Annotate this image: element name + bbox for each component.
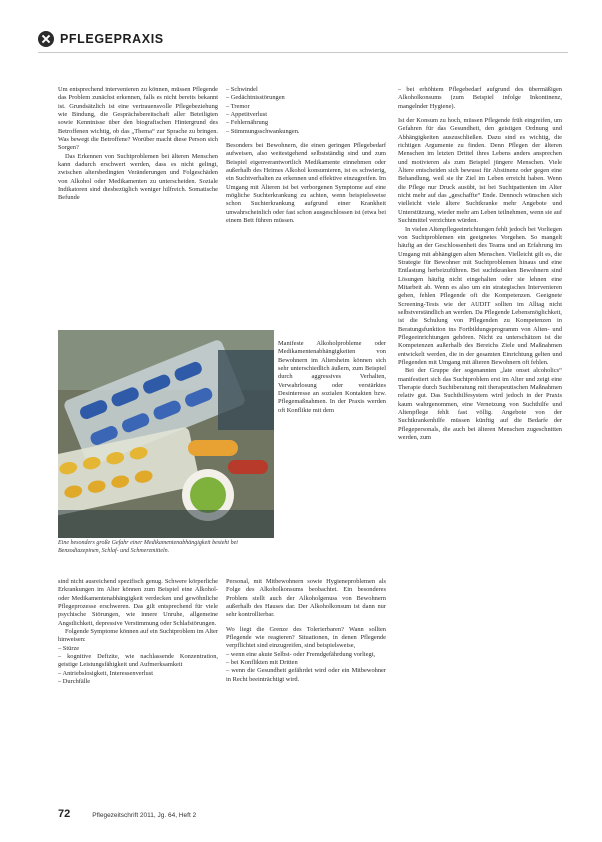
symptom-list-continued — [226, 86, 386, 136]
column-1-top — [58, 86, 218, 203]
column-3 — [398, 86, 562, 442]
paragraph: Folgende Symptome können auf ein Suchtproblem im Alter hinweisen: — [58, 628, 218, 644]
list-item: – Gedächtnisstörungen — [226, 94, 386, 102]
caption-text: Eine besonders große Gefahr einer Medikamentenabhängigkeit besteht bei Benzodiazepinen, Schlaf- und Schmerzmitteln. — [58, 540, 238, 554]
photo-caption — [58, 540, 278, 555]
paragraph: Das Erkennen von Suchtproblemen bei älteren Menschen kann dadurch erschwert werden, dass es nicht gelingt, zwischen altersbedingten Veränderungen und Folgeschäden von Alkohol oder Medikamenten zu unterscheiden. Soziale Indikatoren sind diesbezüglich weniger hilfreich. Somatische Befunde — [58, 152, 218, 202]
list-item: – Schwindel — [226, 86, 386, 94]
section-title: PFLEGEPRAXIS — [60, 32, 164, 46]
section-logo-icon — [38, 31, 54, 47]
column-1-bottom — [58, 578, 218, 686]
list-item: – Stimmungsschwankungen. — [226, 128, 386, 136]
intervention-list-continued — [398, 86, 562, 111]
list-item: – Fehlernährung — [226, 119, 386, 127]
journal-citation: Pflegezeitschrift 2011, Jg. 64, Heft 2 — [92, 812, 197, 819]
paragraph: In vielen Altenpflegeeinrichtungen fehlt jedoch bei Vorliegen von Suchtproblemen ein geeignetes Vorgehen. So mangelt häufig an der Geschlossenheit des Teams und an Erfahrung im Umgang mit abhängigen alten Menschen. Vielleicht gilt es, die Strategie für Bewohner mit Suchtproblemen hinaus und eine Entlastung herbeizuführen. Bei suchtkranken Bewohnern sind Lösungen häufig nicht eingehalten oder sie lehnen eine Mitarbeit ab. Wenn es also um ein strategisches Intervenieren gehen, fehlen Pflegende oft die Kompetenzen. Geeignete Screening-Tests wie der AUDIT sollten im Alltag nicht selbstverständlich an werden. Da Pflegende Lebensmöglichkeit, ist die Schulung von Pflegenden zu Kompetenzen in Beratungsfunktion ins Fortbildungsprogramm von Alten- und Pflegeeinrichtungen gehören. Nicht zu unterschätzen ist die Kompetenzen außerhalb des Bereichs Ziele und Maßnahmen entwickelt werden, die in der gesamten Einrichtung gelten und Pflegenden mit Umgang mit älteren Bewohnern oft fehlen. — [398, 225, 562, 366]
list-item: – wenn eine akute Selbst- oder Fremdgefährdung vorliegt, — [226, 651, 386, 659]
paragraph: Besonders bei Bewohnern, die einen geringen Pflegebedarf aufweisen, also weitestgehend selbstständig sind und zum Beispiel eigenverantwortlich Medikamente einnehmen oder außerhalb des Heimes Alkohol konsumieren, ist es schwierig, ein Suchtverhalten zu erkennen und effektive einzugreifen. Im Umgang mit Älteren ist bei verborgenen Symptome auf eine mögliche Suchterkrankung zu achten, wenn beispielsweise schon Suchterkrankung aufgrund einer Krankheit unwahrscheinlich oder fast schon ausgeschlossen ist (etwa bei einem Bett führen müssen. — [226, 142, 386, 225]
symptom-list — [58, 645, 218, 687]
paragraph: Personal, mit Mitbewohnern sowie Hygieneproblemen als Folge des Alkoholkonsums beobachtet. Ein besonderes Problem stellt auch der Alkoholgenuss von Bewohnern außerhalb des Hauses dar. Der Alkoholkonsum ist dann nur sehr kontrollierbar. — [226, 578, 386, 619]
list-item: – Appetitverlust — [226, 111, 386, 119]
list-item: – Antriebslosigkeit, Interessenverlust — [58, 670, 218, 678]
list-item: – bei erhöhtem Pflegebedarf aufgrund des übermäßigen Alkoholkonsums (zum Beispiel infolge Inkontinenz, mangelnder Hygiene). — [398, 86, 562, 111]
list-item: – Stürze — [58, 645, 218, 653]
paragraph: sind nicht ausreichend spezifisch genug. Schwere körperliche Erkrankungen im Alter können zum Beispiel eine Alkohol- oder Medikamentenabhängigkeit verdecken und gewöhnliche Pflegeprozesse erschweren. Das gilt entsprechend für viele psychische Störungen, wie innere Unruhe, allgemeine Angstlichkeit, depressive Verstimmung oder Schlafstörungen. — [58, 578, 218, 627]
paragraph: Ist der Konsum zu hoch, müssen Pflegende früh eingreifen, um Gefahren für das Gesundheit, den geistigen Ordnung und Abhängigkeiten auszuschließen. Dazu sind es wichtig, die richtigen Argumente zu finden. Denn Pflegen der älteren Menschen im letzten Drittel ihres Lebens anders ansprechen und motivieren als zum Beispiel jüngere Menschen. Viele Ältere entscheiden sich bewusst für Abstinenz oder gegen eine Behandlung, weil sie ihr Ziel im Leben erreicht haben. Wenn die Pflege nur Druck ausübt, ist bei Suchtpatienten im Alter nicht mehr auf das „geschaffte“ Ende. Dennoch wünschen sich vielleicht viele ältere Suchtkranke mehr Angebote und Unterstützung, wieder mehr am Leben teilnehmen, wenn sie auf Suchtmittel verzichten würden. — [398, 117, 562, 225]
paragraph: Um entsprechend intervenieren zu können, müssen Pflegende das Problem zunächst erkennen, falls es nicht bereits bekannt ist. Grundsätzlich ist eine vertrauensvolle Pflegebeziehung wie Bindung, die Gesprächsbereitschaft aller Beteiligten sowie Kenntnisse über den biografischen Hintergrund des Betroffenen wichtig, ob das „Thema“ zur Sprache zu bringen. Was bewegt die Betroffene? Worüber macht diese Person sich Sorgen? — [58, 86, 218, 152]
page-header — [38, 28, 164, 50]
list-item: – wenn die Gesundheit gefährdet wird oder ein Mitbewohner in Recht beeinträchtigt wird. — [226, 667, 386, 684]
column-2-bottom — [226, 578, 386, 684]
medication-photo — [58, 330, 274, 538]
column-2-top — [226, 86, 386, 226]
column-2-middle — [278, 340, 386, 415]
paragraph: Manifeste Alkoholprobleme oder Medikamentenabhängigkeiten von Bewohnern im Altersheim können sich sehr unterschiedlich äußern, zum Beispiel durch aggressives Verhalten, Verwahrlosung oder verstärktes Desinteresse an sozialen Kontakten bzw. Pflegemaßnahmen. In der Praxis werden oft Konflikte mit dem — [278, 340, 386, 414]
intervention-list — [226, 651, 386, 684]
page-footer — [58, 808, 196, 820]
list-item: – Tremor — [226, 103, 386, 111]
page-number: 72 — [58, 808, 71, 820]
paragraph: Wo liegt die Grenze des Tolerierbaren? Wann sollten Pflegende wie reagieren? Situationen, in denen Pflegende verpflichtet sind einzugreifen, sind beispielsweise, — [226, 625, 386, 650]
paragraph: Bei der Gruppe der sogenannten „late onset alcoholics“ manifestiert sich das Suchtproblem erst im Alter und zeigt eine Therapie durch Suchtberatung mit therapeutischen Maßnahmen relativ gut. Das Suchthilfesystem wird jedoch in der Praxis kaum wahrgenommen, eine Vernetzung von Suchthilfe und Altenpflege fehlt fast völlig. Angebote von der Suchtkrankenhilfe müssen künftig auf die Bedarfe der Pflegepersonals, die auch bei älteren Menschen zugeschnitten werden, zum — [398, 367, 562, 442]
header-rule — [38, 52, 568, 53]
list-item: – kognitive Defizite, wie nachlassende Konzentration, geistige Leistungsfähigkeit und Aufmerksamkeit — [58, 653, 218, 670]
list-item: – bei Konflikten mit Dritten — [226, 659, 386, 667]
list-item: – Durchfälle — [58, 678, 218, 686]
